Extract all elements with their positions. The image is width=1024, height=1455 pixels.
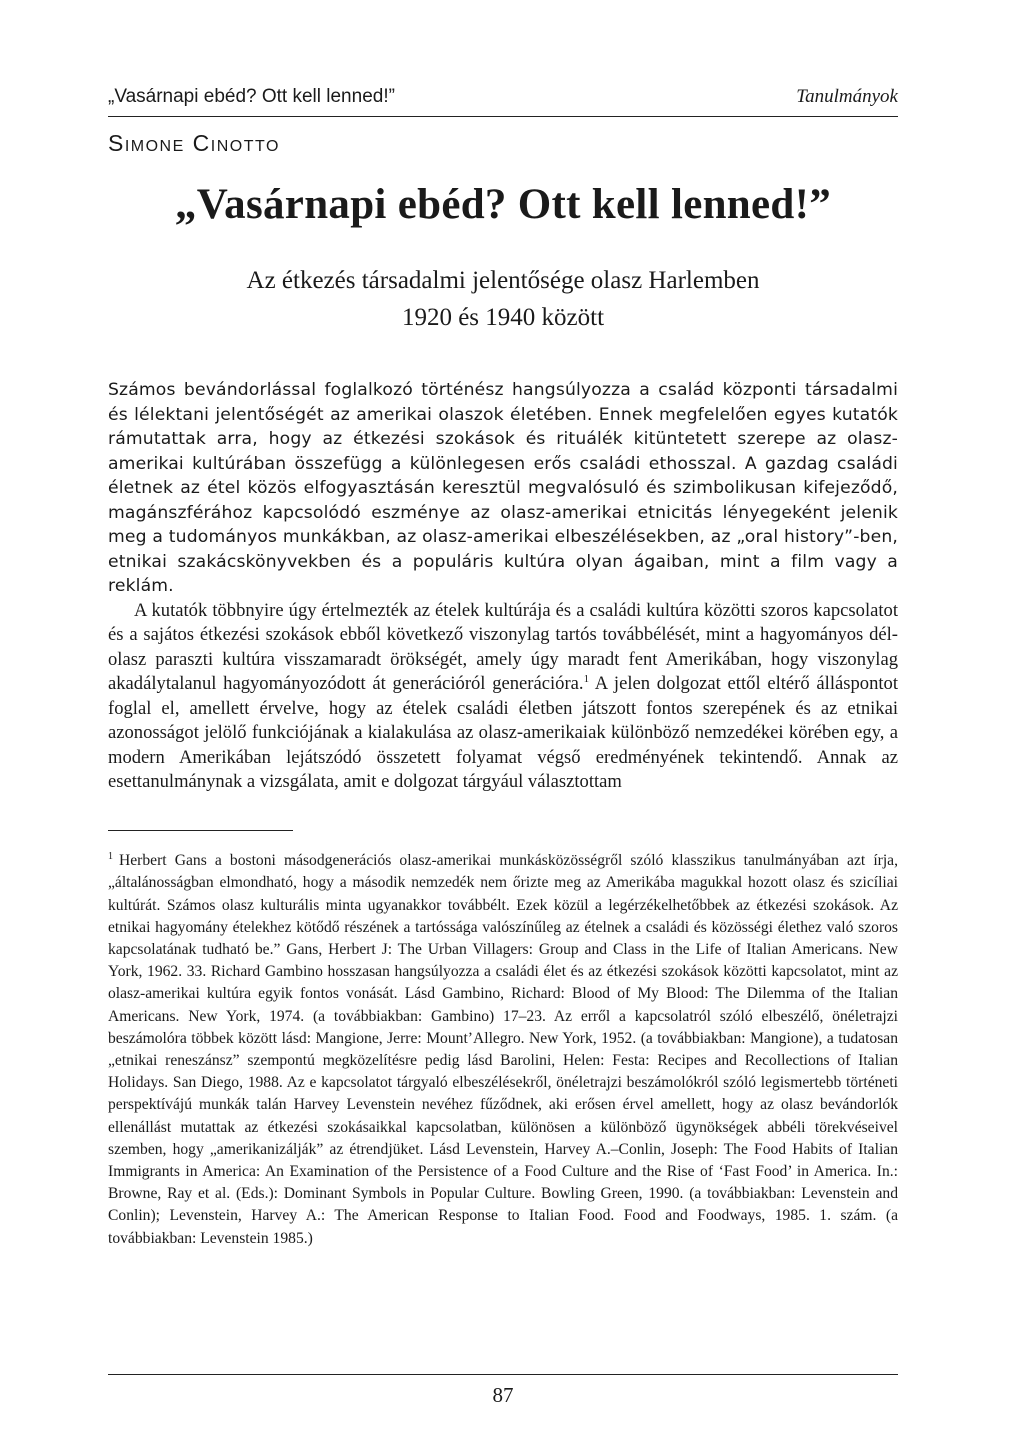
body-paragraph-1: Számos bevándorlással foglalkozó történész hangsúlyozza a család központi társadalmi és lélektani jelentőségét az amerikai olaszok életében. Ennek megfelelően egyes kutatók rámutattak arra, hogy az étkezési szokások és rituálék kitüntetett szerepe az olasz-amerikai kultúrában összefügg a különlegesen erős családi ethosszal. A gazdag családi életnek az étel közös elfogyasztásán keresztül megvalósuló és szimbolikusan kifejeződő, magánszférához kapcsolódó eszménye az olasz-amerikai etnicitás lényegeként jelenik meg a tudományos munkákban, az olasz-amerikai elbeszélésekben, az „oral history”-ben, etnikai szakácskönyvekben és a populáris kultúra olyan ágaiban, mint a film vagy a reklám. (108, 380, 898, 596)
body-paragraph-2-part-a: A kutatók többnyire úgy értelmezték az ételek kultúrája és a családi kultúra közötti szoros kapcsolatot és a sajátos étkezési szokások ebből következő viszonylag tartós továbbélését, mint a hagyományos dél-olasz paraszti kultúra visszamaradt örökségét, amely úgy maradt fent Amerikában, hogy viszonylag akadálytalanul hagyományozódott át generációról generációra. (108, 599, 898, 694)
footnote-divider (108, 830, 293, 831)
article-subtitle (108, 262, 898, 336)
footnote (108, 846, 898, 1250)
author-name: Simone Cinotto (108, 130, 280, 156)
body-paragraph-2-part-b: A jelen dolgozat ettől eltérő álláspontot foglal el, amellett érvelve, hogy az ételek családi életben játszott fontos szerepének és az etnikai azonosságot jelölő funkciójának a kialakulása az olasz-amerikaiak különböző nemzedékei körében egy, a modern Amerikában lejátszódó összetett folyamat végső eredményének tekintendő. Annak az esettanulmánynak a vizsgálata, amit e dolgozat tárgyául választottam (108, 673, 898, 792)
footnote-reference[interactable]: 1 (583, 672, 590, 685)
running-head-title: „Vasárnapi ebéd? Ott kell lenned!” (108, 86, 395, 107)
running-head (108, 86, 898, 117)
running-head-section: Tanulmányok (796, 86, 898, 107)
subtitle-line-1: Az étkezés társadalmi jelentősége olasz Harlemben (246, 267, 760, 294)
page-bottom-divider (108, 1374, 898, 1375)
article-title: „Vasárnapi ebéd? Ott kell lenned!” (174, 181, 832, 228)
subtitle-line-2: 1920 és 1940 között (401, 304, 605, 331)
article-body (108, 378, 898, 795)
body-paragraph-2 (108, 599, 898, 795)
footnote-text: Herbert Gans a bostoni másodgenerációs olasz-amerikai munkásközösségről szóló klasszikus tanulmányában azt írja, „általánosságban elmondható, hogy a második nemzedék nem őrizte meg az Amerikába magukkal hozott olasz és szicíliai kultúrát. Számos olasz kulturális minta ugyanakkor továbbélt. Ezek közül a legérzékelhetőbbek az étkezési szokások. Az etnikai hagyomány ételekhez kötődő részének a tartóssága valószínűleg az ételnek a családi és közösségi élethez való szoros kapcsolatának tudható be.” Gans, Herbert J: The Urban Villagers: Group and Class in the Life of Italian Americans. New York, 1962. 33. Richard Gambino hosszasan hangsúlyozza a családi élet és az étkezési szokások közötti kapcsolatot, mint az olasz-amerikai kultúra egyik fontos vonását. Lásd Gambino, Richard: Blood of My Blood: The Dilemma of the Italian Americans. New York, 1974. (a továbbiakban: Gambino) 17–23. Az erről a kapcsolatról szóló elbeszélő, önéletrajzi beszámolóra többek között lásd: Mangione, Jerre: Mount’Allegro. New York, 1952. (a továbbiakban: Mangione), a tudatosan „etnikai reneszánsz” szempontú megközelítésre pedig lásd Barolini, Helen: Festa: Recipes and Recollections of Italian Holidays. San Diego, 1988. Az e kapcsolatot tárgyaló elbeszélésekről, önéletrajzi beszámolókról szóló legismertebb történeti perspektívájú munkák talán Harvey Levenstein nevéhez fűződnek, aki erősen érvel amellett, hogy az olasz bevándorlók ellenállást mutattak az étkezési szokásaikkal kapcsolatban, különösen a különböző ügynökségek abbéli törekvéseivel szemben, hogy „amerikanizálják” az étrendjüket. Lásd Levenstein, Harvey A.–Conlin, Joseph: The Food Habits of Italian Immigrants in America: An Examination of the Persistence of a Food Culture and the Rise of ‘Fast Food’ in America. In.: Browne, Ray et al. (Eds.): Dominant Symbols in Popular Culture. Bowling Green, 1990. (a továbbiakban: Levenstein and Conlin); Levenstein, Harvey A.: The American Response to Italian Food. Food and Foodways, 1985. 1. szám. (a továbbiakban: Levenstein 1985.) (108, 852, 898, 1247)
page-number: 87 (492, 1383, 514, 1407)
footnote-mark: 1 (108, 851, 113, 862)
